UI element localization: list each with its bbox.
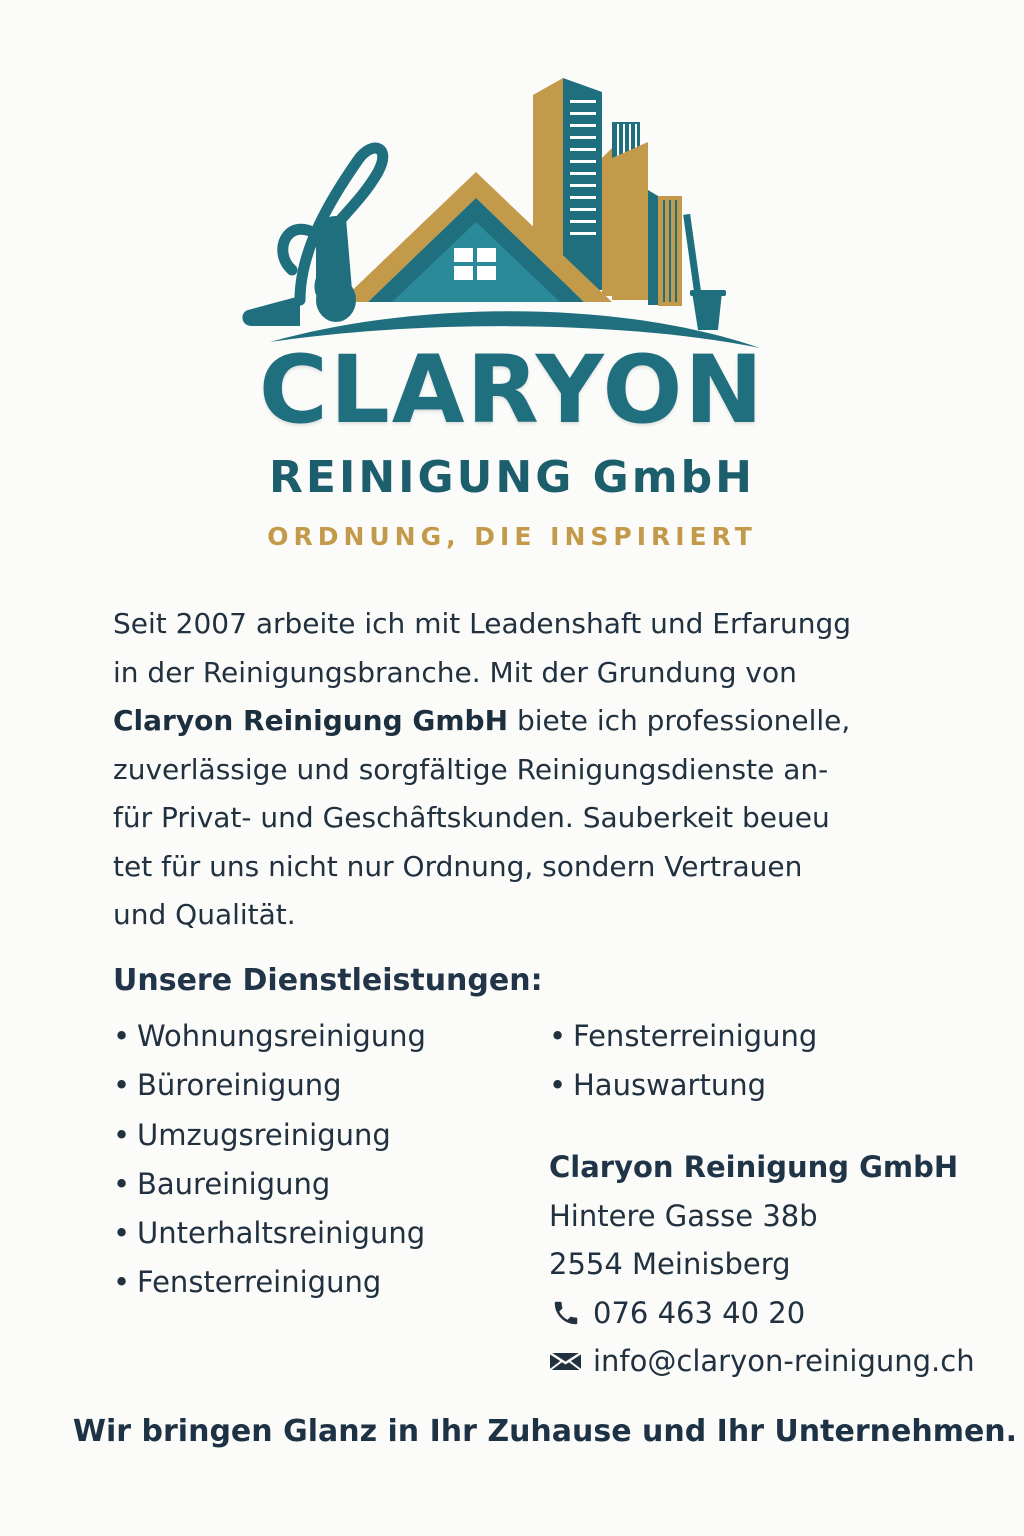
contact-street: Hintere Gasse 38b (549, 1198, 818, 1233)
contact-email-row[interactable] (549, 1337, 975, 1386)
intro-line: zuverlässige und sorgfältige Reinigungsdienste an- (113, 752, 829, 786)
intro-paragraph (113, 600, 933, 940)
list-item (549, 1012, 817, 1061)
envelope-icon (549, 1350, 583, 1372)
service-label: Fensterreinigung (573, 1019, 818, 1053)
bullet-icon: • (113, 1068, 131, 1103)
bullet-icon: • (113, 1117, 131, 1152)
list-item (113, 1061, 426, 1110)
intro-line: in der Reinigungsbranche. Mit der Grundung von (113, 655, 797, 689)
service-label: Unterhaltsreinigung (137, 1216, 426, 1251)
closing-slogan: Wir bringen Glanz in Ihr Zuhause und Ihr Unternehmen. (72, 1414, 1018, 1449)
contact-block (549, 1143, 975, 1386)
logo-company-subtitle: REINIGUNG GmbH (269, 452, 755, 503)
mop-bucket-icon (683, 214, 726, 330)
services-list-left (113, 1012, 426, 1308)
intro-line: für Privat- und Geschȃftskunden. Sauberkeit beueu (113, 801, 830, 834)
contact-email: info@claryon-reinigung.ch (593, 1344, 975, 1378)
list-item (113, 1012, 426, 1061)
services-heading: Unsere Dienstleistungen: (113, 963, 543, 998)
intro-line-rest: biete ich professionelle, (508, 704, 851, 737)
intro-line: und Qualität. (113, 898, 296, 931)
logo-company-name: CLARYON (258, 336, 766, 445)
list-item (113, 1209, 426, 1258)
intro-line: tet für uns nicht nur Ordnung, sondern Vertrauen (113, 849, 803, 883)
contact-company: Claryon Reinigung GmbH (549, 1150, 959, 1184)
bullet-icon: • (113, 1019, 131, 1053)
intro-company-name: Claryon Reinigung GmbH (113, 704, 509, 737)
logo-tagline: ORDNUNG, DIE INSPIRIERT (267, 522, 757, 551)
service-label: Umzugsreinigung (137, 1117, 391, 1152)
bullet-icon: • (113, 1166, 131, 1201)
phone-icon (549, 1298, 583, 1328)
list-item (113, 1160, 426, 1209)
service-label: Baureinigung (137, 1166, 331, 1201)
list-item (113, 1111, 426, 1160)
contact-city: 2554 Meinisberg (549, 1247, 791, 1281)
bullet-icon: • (113, 1216, 131, 1251)
service-label: Büroreinigung (137, 1068, 342, 1103)
services-list-right (549, 1012, 817, 1111)
list-item (113, 1258, 426, 1307)
bullet-icon: • (549, 1068, 567, 1103)
service-label: Fensterreinigung (137, 1265, 382, 1300)
service-label: Wohnungsreinigung (137, 1019, 426, 1053)
service-label: Hauswartung (573, 1068, 767, 1103)
intro-line: Seit 2007 arbeite ich mit Leadenshaft und Erfarungg (113, 607, 852, 640)
contact-phone-row[interactable] (549, 1289, 975, 1338)
contact-phone: 076 463 40 20 (593, 1295, 806, 1330)
list-item (549, 1061, 817, 1110)
bullet-icon: • (113, 1265, 131, 1300)
bullet-icon: • (549, 1019, 567, 1053)
intro-line (113, 697, 933, 746)
